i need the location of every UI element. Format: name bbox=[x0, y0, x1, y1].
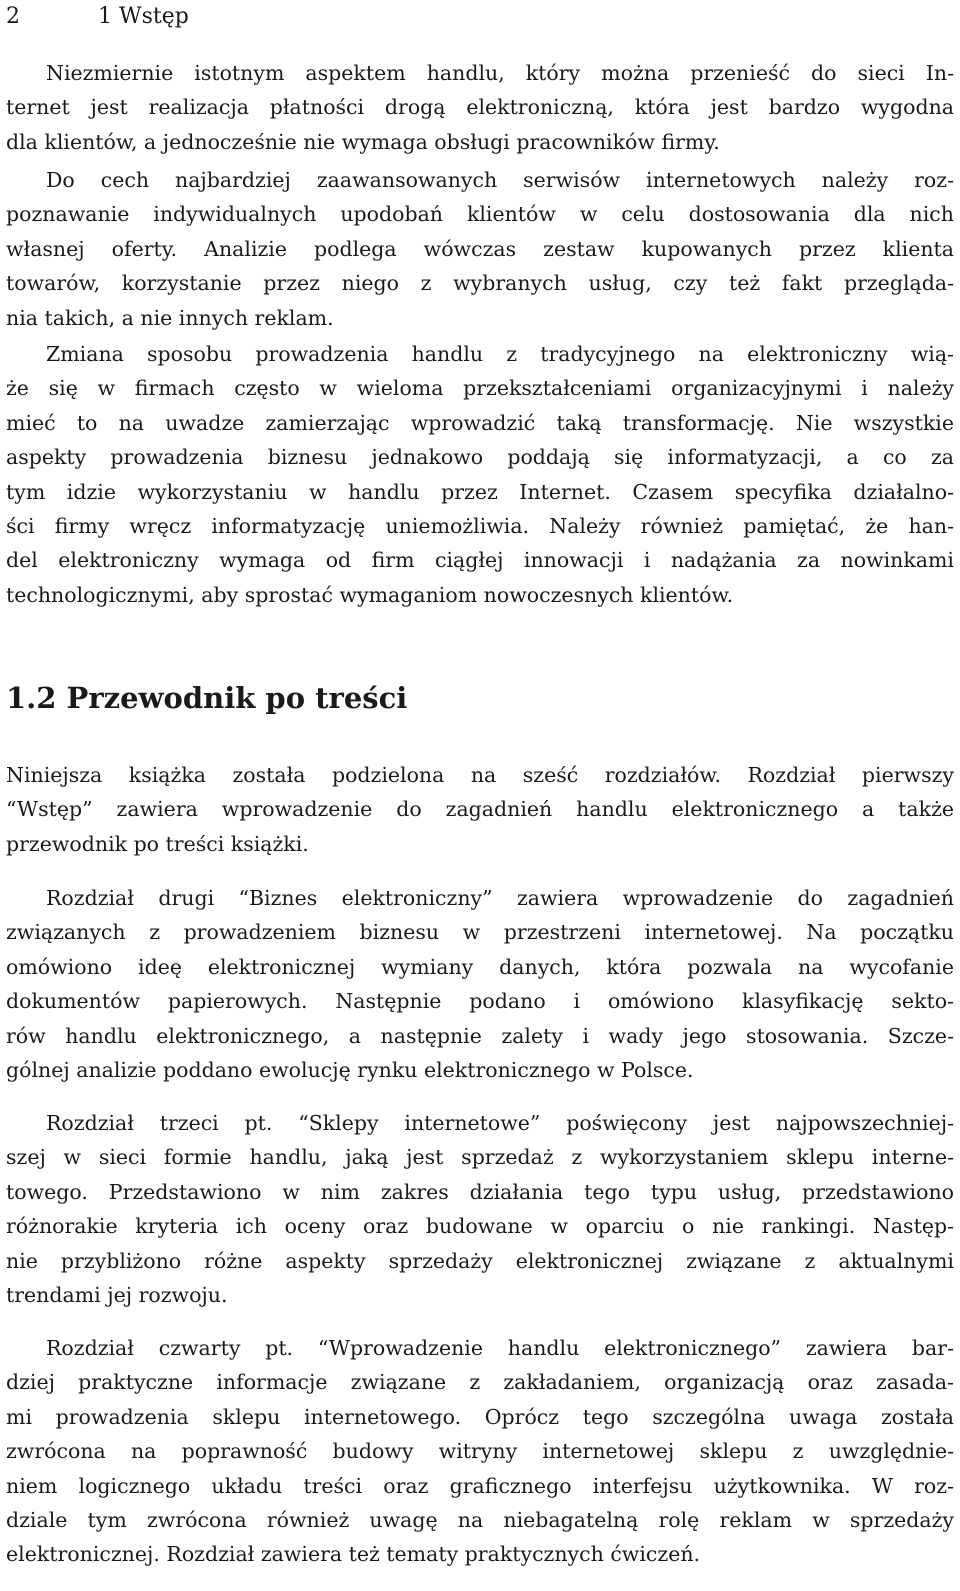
paragraph bbox=[6, 1106, 954, 1312]
text-line: mieć to na uwadze zamierzając wprowadzić taką transformację. Nie wszystkie bbox=[6, 410, 954, 435]
text-line: rów handlu elektronicznego, a następnie zalety i wady jego stosowania. Szcze- bbox=[6, 1023, 954, 1048]
text-line: przewodnik po treści książki. bbox=[6, 831, 309, 856]
text-line: Rozdział drugi “Biznes elektroniczny” zawiera wprowadzenie do zagadnień bbox=[46, 886, 954, 910]
text-line: elektronicznej. Rozdział zawiera też tematy praktycznych ćwiczeń. bbox=[6, 1542, 701, 1567]
text-line: nie przybliżono różne aspekty sprzedaży elektronicznej związane z aktualnymi bbox=[6, 1248, 954, 1273]
text-line: związanych z prowadzeniem biznesu w przestrzeni internetowej. Na początku bbox=[6, 920, 954, 945]
text-line: Niniejsza książka została podzielona na sześć rozdziałów. Rozdział pierwszy bbox=[6, 763, 954, 787]
text-line: “Wstęp” zawiera wprowadzenie do zagadnień handlu elektronicznego a także bbox=[6, 797, 954, 822]
page-number: 2 bbox=[6, 4, 20, 29]
text-line: Do cech najbardziej zaawansowanych serwisów internetowych należy roz- bbox=[46, 168, 954, 192]
text-line: dziej praktyczne informacje związane z zakładaniem, organizacją oraz zasada- bbox=[6, 1370, 954, 1395]
text-line: technologicznymi, aby sprostać wymaganiom nowoczesnych klientów. bbox=[6, 582, 734, 607]
text-line: Rozdział czwarty pt. “Wprowadzenie handlu elektronicznego” zawiera bar- bbox=[46, 1336, 954, 1360]
paragraph bbox=[6, 1331, 954, 1572]
text-line: del elektroniczny wymaga od firm ciągłej innowacji i nadążania za nowinkami bbox=[6, 548, 954, 573]
text-line: dokumentów papierowych. Następnie podano i omówiono klasyfikację sekto- bbox=[6, 989, 954, 1014]
paragraph bbox=[6, 758, 954, 861]
text-line: ści firmy wręcz informatyzację uniemożliwia. Należy również pamiętać, że han- bbox=[6, 513, 954, 538]
text-line: gólnej analizie poddano ewolucję rynku elektronicznego w Polsce. bbox=[6, 1057, 694, 1082]
text-line: szej w sieci formie handlu, jaką jest sprzedaż z wykorzystaniem sklepu interne- bbox=[6, 1145, 954, 1170]
text-line: ternet jest realizacja płatności drogą elektroniczną, która jest bardzo wygodna bbox=[6, 95, 954, 120]
text-line: zwrócona na poprawność budowy witryny internetowej sklepu z uwzględnie- bbox=[6, 1439, 954, 1464]
text-line: nia takich, a nie innych reklam. bbox=[6, 305, 334, 330]
text-line: tym idzie wykorzystaniu w handlu przez Internet. Czasem specyfika działalno- bbox=[6, 479, 954, 504]
paragraph bbox=[6, 56, 954, 159]
text-line: poznawanie indywidualnych upodobań klientów w celu dostosowania dla nich bbox=[6, 202, 954, 227]
text-line: towego. Przedstawiono w nim zakres działania tego typu usług, przedstawiono bbox=[6, 1179, 954, 1204]
text-line: Rozdział trzeci pt. “Sklepy internetowe” poświęcony jest najpowszechniej- bbox=[46, 1111, 954, 1135]
text-line: własnej oferty. Analizie podlega wówczas zestaw kupowanych przez klienta bbox=[6, 236, 954, 261]
text-line: że się w firmach często w wieloma przekształceniami organizacyjnymi i należy bbox=[6, 376, 954, 401]
running-head bbox=[6, 4, 189, 30]
text-line: towarów, korzystanie przez niego z wybranych usług, czy też fakt przegląda- bbox=[6, 271, 954, 296]
text-line: Zmiana sposobu prowadzenia handlu z tradycyjnego na elektroniczny wią- bbox=[46, 342, 954, 366]
text-line: Niezmiernie istotnym aspektem handlu, który można przenieść do sieci In- bbox=[46, 61, 954, 85]
text-line: aspekty prowadzenia biznesu jednakowo poddają się informatyzacji, a co za bbox=[6, 445, 954, 470]
paragraph bbox=[6, 163, 954, 335]
text-line: mi prowadzenia sklepu internetowego. Oprócz tego szczególna uwaga została bbox=[6, 1404, 954, 1429]
text-line: dla klientów, a jednocześnie nie wymaga obsługi pracowników firmy. bbox=[6, 129, 720, 154]
text-line: dziale tym zwrócona również uwagę na niebagatelną rolę reklam w sprzedaży bbox=[6, 1507, 954, 1532]
section-heading: 1.2 Przewodnik po treści bbox=[6, 681, 408, 715]
text-line: różnorakie kryteria ich oceny oraz budowane w oparciu o nie rankingi. Następ- bbox=[6, 1214, 954, 1239]
text-line: trendami jej rozwoju. bbox=[6, 1282, 228, 1307]
paragraph bbox=[6, 881, 954, 1087]
text-line: niem logicznego układu treści oraz graficznego interfejsu użytkownika. W roz- bbox=[6, 1473, 954, 1498]
text-line: omówiono ideę elektronicznej wymiany danych, która pozwala na wycofanie bbox=[6, 954, 954, 979]
chapter-title: 1 Wstęp bbox=[98, 4, 189, 29]
paragraph bbox=[6, 337, 954, 612]
